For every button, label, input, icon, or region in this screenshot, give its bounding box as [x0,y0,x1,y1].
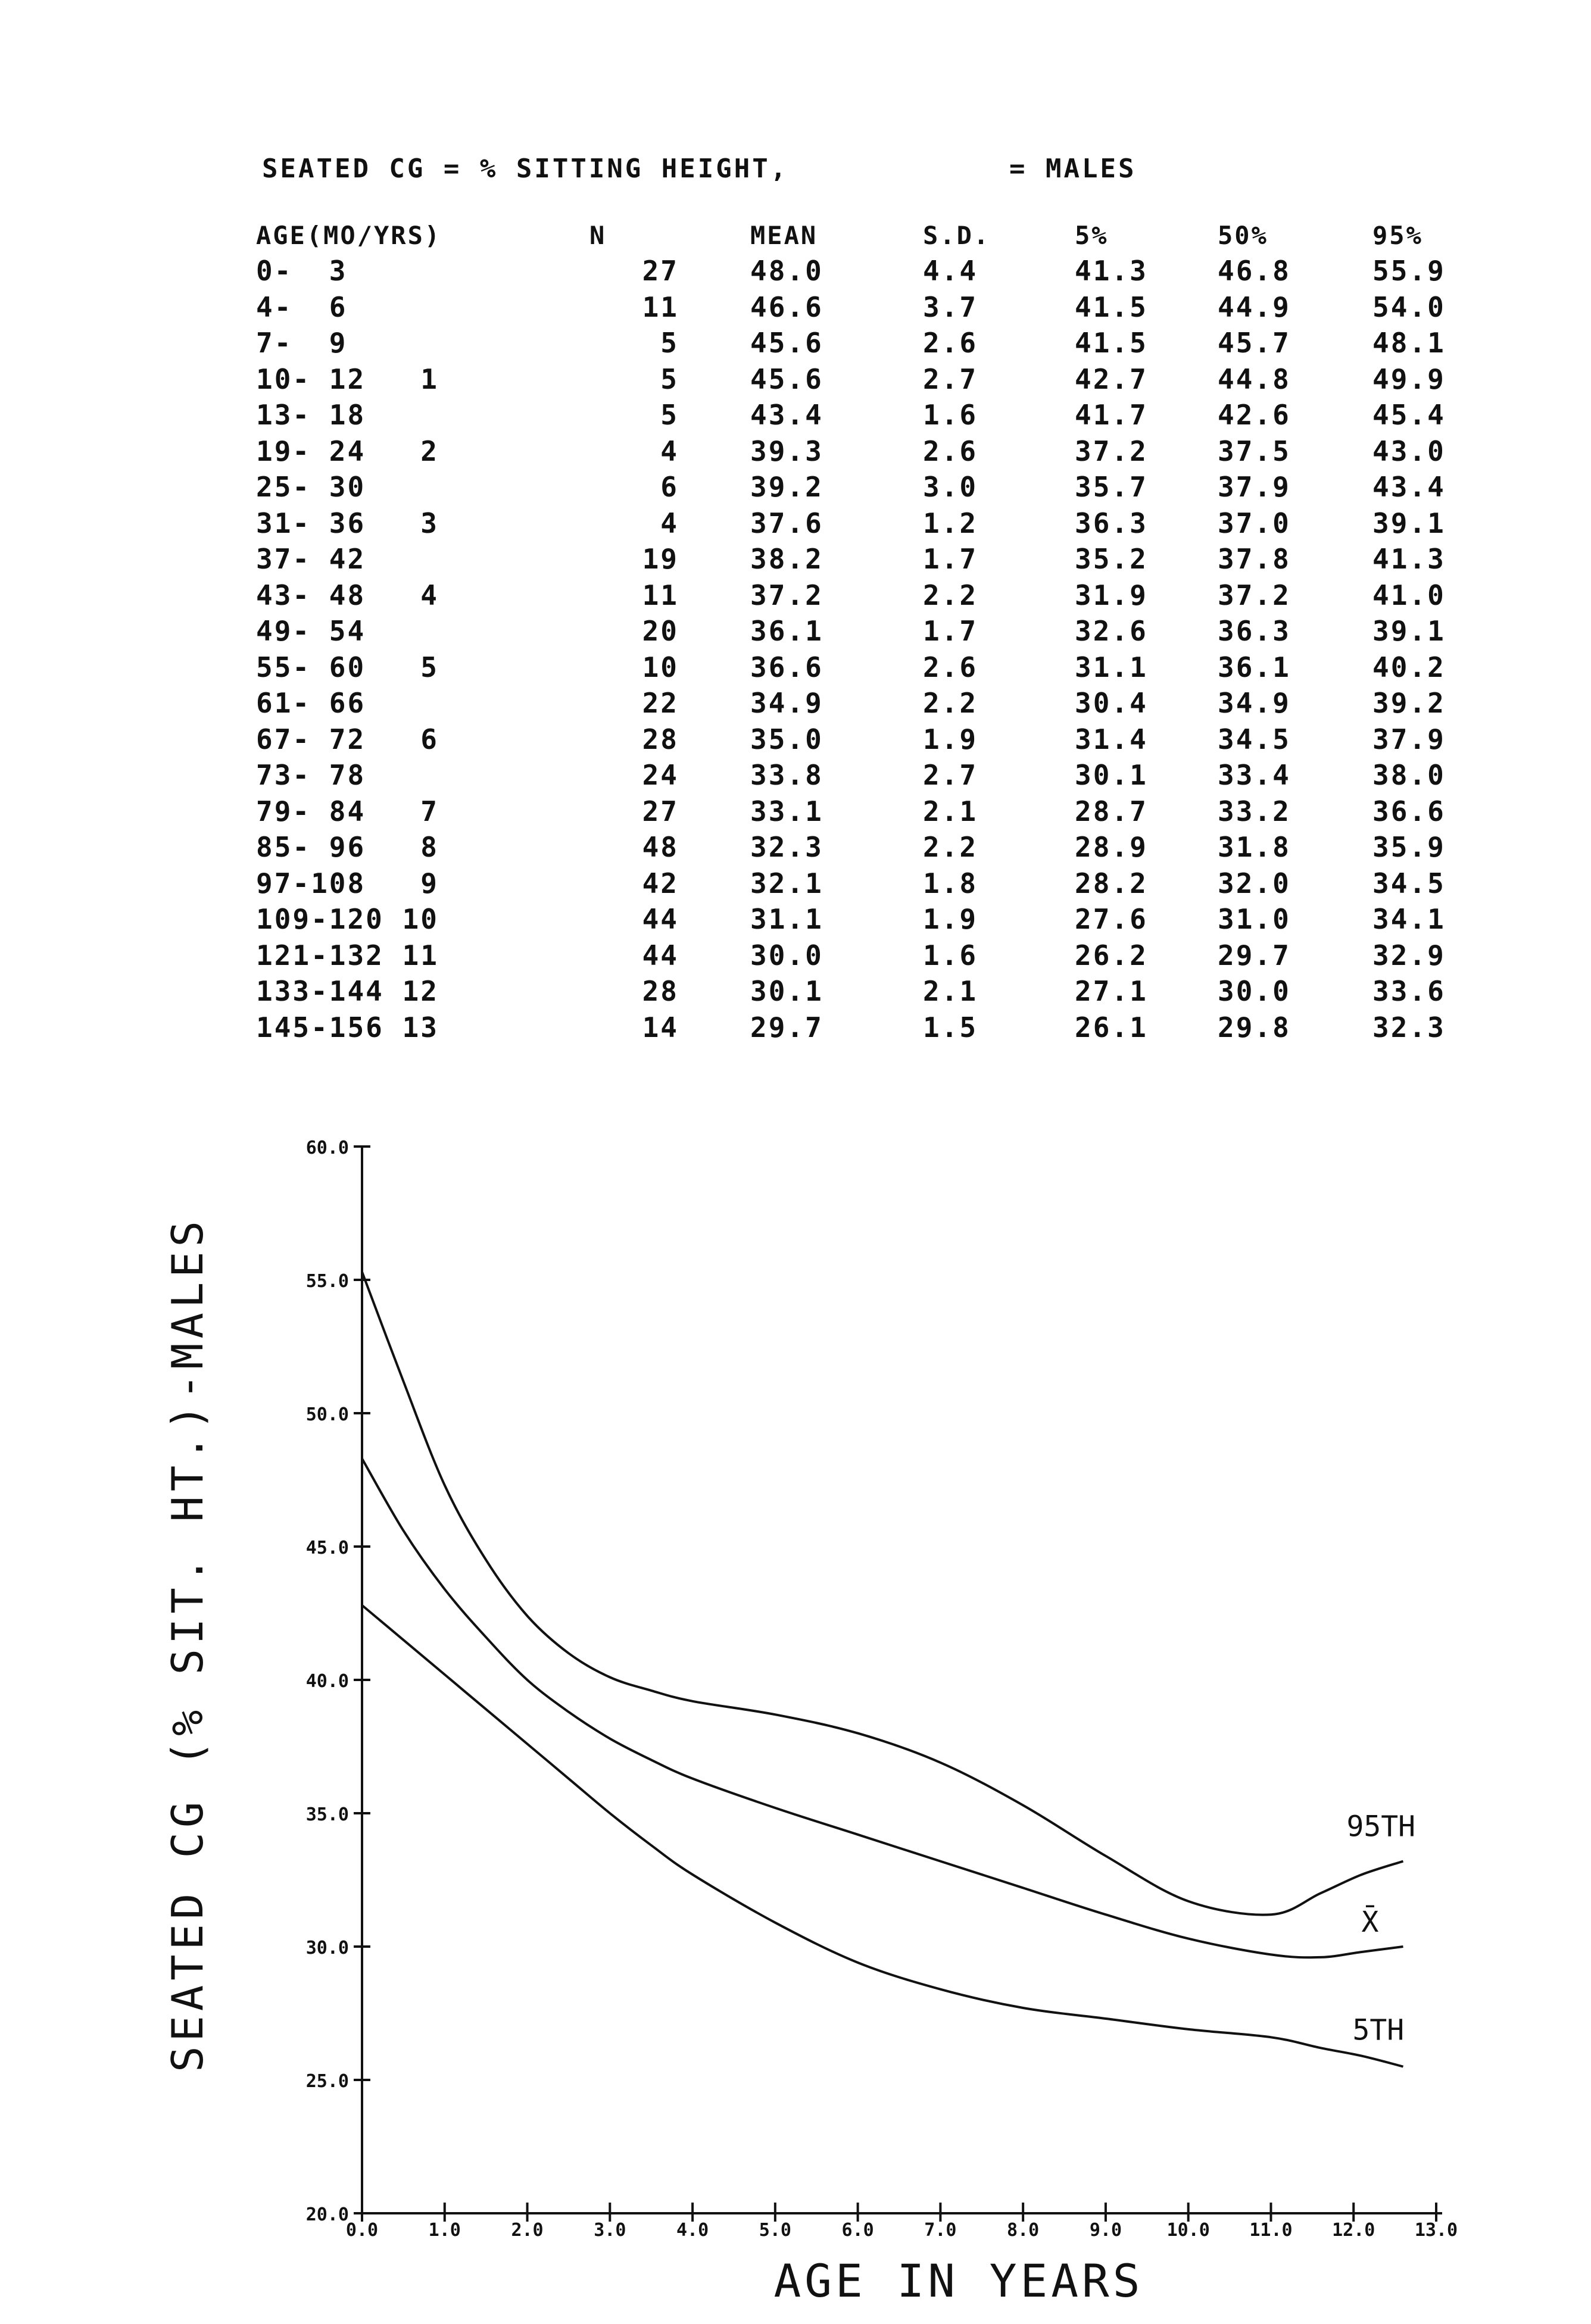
table-row [256,685,1492,721]
cell-sd: 1.8 [923,867,978,899]
cell-sd: 2.6 [923,327,978,360]
cell-sd: 1.6 [923,399,978,432]
cell-age: 85- 96 8 [256,831,439,864]
y-tick-label: 35.0 [305,1804,349,1825]
cell-p95: 54.0 [1372,290,1446,323]
x-tick-label: 13.0 [1414,2220,1458,2241]
cell-p5: 42.7 [1075,363,1148,395]
cell-p50: 46.8 [1218,255,1291,288]
series-line-2 [362,1605,1403,2067]
cell-p5: 28.9 [1075,831,1148,864]
cell-p95: 38.0 [1372,759,1446,792]
cell-n: 42 [642,867,679,899]
cell-p5: 41.3 [1075,255,1148,288]
cell-n: 11 [642,579,679,611]
cell-sd: 2.2 [923,579,978,611]
table-title [262,154,1137,184]
cell-p5: 31.4 [1075,723,1148,755]
cell-p5: 41.5 [1075,327,1148,360]
percentile-line-chart [0,1101,1591,2324]
cell-sd: 2.2 [923,687,978,720]
cell-p95: 33.6 [1372,975,1446,1008]
x-tick-label: 11.0 [1249,2220,1293,2241]
cell-mean: 37.6 [750,507,823,539]
series-label: 5TH [1352,2013,1405,2047]
cell-p5: 31.1 [1075,651,1148,683]
cell-mean: 45.6 [750,327,823,360]
y-tick-label: 50.0 [305,1404,349,1425]
x-tick-label: 6.0 [841,2220,874,2241]
col-header-p50: 50% [1218,220,1268,250]
cell-sd: 3.7 [923,290,978,323]
x-tick-label: 3.0 [594,2220,626,2241]
cell-n: 22 [642,687,679,720]
stats-table [256,217,1492,1045]
series-label: X̄ [1361,1906,1379,1939]
table-row [256,973,1492,1010]
cell-age: 4- 6 [256,290,348,323]
cell-n: 44 [642,939,679,972]
cell-n: 14 [642,1011,679,1044]
cell-p50: 45.7 [1218,327,1291,360]
cell-p50: 34.9 [1218,687,1291,720]
table-row [256,361,1492,398]
col-header-n: N [589,220,607,250]
cell-p95: 32.9 [1372,939,1446,972]
cell-p50: 30.0 [1218,975,1291,1008]
cell-p5: 28.7 [1075,795,1148,827]
x-tick-label: 0.0 [345,2220,379,2241]
cell-mean: 35.0 [750,723,823,755]
cell-n: 10 [642,651,679,683]
x-tick-label: 1.0 [428,2220,461,2241]
cell-mean: 36.6 [750,651,823,683]
cell-sd: 1.9 [923,903,978,936]
cell-p5: 36.3 [1075,507,1148,539]
cell-n: 20 [642,615,679,648]
cell-p50: 37.9 [1218,471,1291,504]
cell-p95: 36.6 [1372,795,1446,827]
table-row [256,1010,1492,1046]
table-row [256,253,1492,289]
cell-p95: 37.9 [1372,723,1446,755]
table-row [256,866,1492,902]
cell-p5: 26.1 [1075,1011,1148,1044]
y-tick-label: 25.0 [305,2071,349,2092]
table-row [256,541,1492,577]
cell-age: 25- 30 [256,471,366,504]
cell-sd: 1.7 [923,615,978,648]
cell-p95: 35.9 [1372,831,1446,864]
cell-p5: 35.2 [1075,543,1148,576]
cell-mean: 30.1 [750,975,823,1008]
cell-p95: 41.3 [1372,543,1446,576]
cell-n: 28 [642,723,679,755]
cell-p50: 36.3 [1218,615,1291,648]
cell-p95: 41.0 [1372,579,1446,611]
title-text: SEATED CG = % SITTING HEIGHT, [262,154,789,184]
col-header-mean: MEAN [750,220,818,250]
cell-mean: 34.9 [750,687,823,720]
cell-sd: 1.9 [923,723,978,755]
cell-p50: 36.1 [1218,651,1291,683]
table-row [256,397,1492,433]
cell-p50: 44.8 [1218,363,1291,395]
table-row [256,469,1492,505]
cell-p50: 37.0 [1218,507,1291,539]
cell-mean: 32.3 [750,831,823,864]
cell-p50: 44.9 [1218,290,1291,323]
cell-sd: 2.6 [923,435,978,467]
cell-mean: 30.0 [750,939,823,972]
cell-p95: 48.1 [1372,327,1446,360]
cell-age: 121-132 11 [256,939,439,972]
table-row [256,577,1492,614]
cell-age: 7- 9 [256,327,348,360]
cell-p95: 34.1 [1372,903,1446,936]
cell-sd: 4.4 [923,255,978,288]
table-row [256,325,1492,361]
cell-p50: 29.8 [1218,1011,1291,1044]
cell-n: 5 [660,399,679,432]
cell-mean: 33.1 [750,795,823,827]
cell-p5: 35.7 [1075,471,1148,504]
y-tick-label: 45.0 [305,1538,349,1558]
x-tick-label: 8.0 [1007,2220,1040,2241]
cell-p50: 42.6 [1218,399,1291,432]
cell-p95: 40.2 [1372,651,1446,683]
table-header-row [256,217,1492,253]
cell-sd: 2.1 [923,975,978,1008]
cell-p50: 31.0 [1218,903,1291,936]
x-tick-label: 2.0 [511,2220,544,2241]
cell-p50: 37.8 [1218,543,1291,576]
cell-n: 5 [660,327,679,360]
cell-sd: 2.7 [923,759,978,792]
col-header-p95: 95% [1372,220,1423,250]
cell-sd: 1.7 [923,543,978,576]
series-line-1 [362,1458,1403,1957]
cell-p95: 55.9 [1372,255,1446,288]
x-tick-label: 9.0 [1089,2220,1122,2241]
cell-age: 37- 42 [256,543,366,576]
table-row [256,938,1492,974]
x-tick-label: 7.0 [924,2220,957,2241]
cell-mean: 37.2 [750,579,823,611]
cell-mean: 46.6 [750,290,823,323]
cell-mean: 39.3 [750,435,823,467]
table-row [256,829,1492,866]
table-row [256,757,1492,794]
table-row [256,901,1492,938]
cell-p5: 41.5 [1075,290,1148,323]
cell-p50: 37.2 [1218,579,1291,611]
series-line-0 [362,1272,1403,1915]
cell-n: 5 [660,363,679,395]
cell-n: 48 [642,831,679,864]
cell-n: 4 [660,435,679,467]
x-tick-label: 12.0 [1332,2220,1375,2241]
cell-sd: 1.6 [923,939,978,972]
cell-p5: 27.1 [1075,975,1148,1008]
cell-p5: 37.2 [1075,435,1148,467]
table-row [256,505,1492,542]
cell-p5: 41.7 [1075,399,1148,432]
cell-p50: 29.7 [1218,939,1291,972]
cell-age: 43- 48 4 [256,579,439,611]
cell-age: 73- 78 [256,759,366,792]
cell-sd: 2.7 [923,363,978,395]
cell-mean: 43.4 [750,399,823,432]
title-suffix: = MALES [1009,154,1137,184]
cell-age: 109-120 10 [256,903,439,936]
y-tick-label: 20.0 [305,2204,349,2225]
y-tick-label: 60.0 [305,1138,349,1158]
cell-n: 27 [642,255,679,288]
cell-age: 97-108 9 [256,867,439,899]
cell-age: 49- 54 [256,615,366,648]
cell-p5: 32.6 [1075,615,1148,648]
cell-p95: 39.1 [1372,615,1446,648]
cell-mean: 39.2 [750,471,823,504]
cell-n: 4 [660,507,679,539]
cell-p95: 39.2 [1372,687,1446,720]
cell-sd: 1.5 [923,1011,978,1044]
cell-age: 0- 3 [256,255,348,288]
col-header-sd: S.D. [923,220,991,250]
cell-p95: 43.0 [1372,435,1446,467]
cell-sd: 3.0 [923,471,978,504]
cell-p50: 33.2 [1218,795,1291,827]
cell-n: 11 [642,290,679,323]
y-tick-label: 40.0 [305,1671,349,1692]
cell-p95: 43.4 [1372,471,1446,504]
y-tick-label: 55.0 [305,1271,349,1292]
x-tick-label: 4.0 [676,2220,709,2241]
table-row [256,794,1492,830]
cell-age: 61- 66 [256,687,366,720]
cell-age: 67- 72 6 [256,723,439,755]
cell-age: 55- 60 5 [256,651,439,683]
cell-age: 10- 12 1 [256,363,439,395]
x-tick-label: 10.0 [1166,2220,1210,2241]
cell-age: 13- 18 [256,399,366,432]
table-row [256,433,1492,470]
cell-p95: 34.5 [1372,867,1446,899]
cell-age: 31- 36 3 [256,507,439,539]
cell-age: 79- 84 7 [256,795,439,827]
cell-p95: 39.1 [1372,507,1446,539]
cell-age: 19- 24 2 [256,435,439,467]
table-row [256,289,1492,326]
y-tick-label: 30.0 [305,1938,349,1958]
cell-p5: 30.4 [1075,687,1148,720]
y-axis-title: SEATED CG (% SIT. HT.)-MALES [163,1216,213,2072]
cell-n: 27 [642,795,679,827]
x-tick-label: 5.0 [759,2220,791,2241]
table-row [256,721,1492,758]
cell-sd: 2.1 [923,795,978,827]
col-header-age: AGE(MO/YRS) [256,220,442,250]
cell-p5: 26.2 [1075,939,1148,972]
cell-p50: 34.5 [1218,723,1291,755]
cell-n: 24 [642,759,679,792]
cell-age: 133-144 12 [256,975,439,1008]
cell-age: 145-156 13 [256,1011,439,1044]
series-label: 95TH [1346,1810,1416,1844]
cell-p50: 32.0 [1218,867,1291,899]
cell-sd: 2.6 [923,651,978,683]
cell-p50: 37.5 [1218,435,1291,467]
cell-sd: 1.2 [923,507,978,539]
cell-mean: 33.8 [750,759,823,792]
cell-sd: 2.2 [923,831,978,864]
x-axis-title: AGE IN YEARS [773,2254,1144,2307]
cell-n: 44 [642,903,679,936]
cell-mean: 32.1 [750,867,823,899]
table-row [256,649,1492,686]
cell-p5: 28.2 [1075,867,1148,899]
cell-p95: 45.4 [1372,399,1446,432]
cell-mean: 48.0 [750,255,823,288]
table-row [256,613,1492,649]
col-header-p5: 5% [1075,220,1109,250]
cell-n: 19 [642,543,679,576]
cell-mean: 38.2 [750,543,823,576]
cell-p50: 33.4 [1218,759,1291,792]
cell-p5: 27.6 [1075,903,1148,936]
cell-p50: 31.8 [1218,831,1291,864]
cell-mean: 31.1 [750,903,823,936]
cell-mean: 36.1 [750,615,823,648]
cell-mean: 29.7 [750,1011,823,1044]
table-body [256,253,1492,1045]
cell-p95: 49.9 [1372,363,1446,395]
cell-p95: 32.3 [1372,1011,1446,1044]
cell-mean: 45.6 [750,363,823,395]
cell-p5: 30.1 [1075,759,1148,792]
cell-p5: 31.9 [1075,579,1148,611]
cell-n: 6 [660,471,679,504]
cell-n: 28 [642,975,679,1008]
